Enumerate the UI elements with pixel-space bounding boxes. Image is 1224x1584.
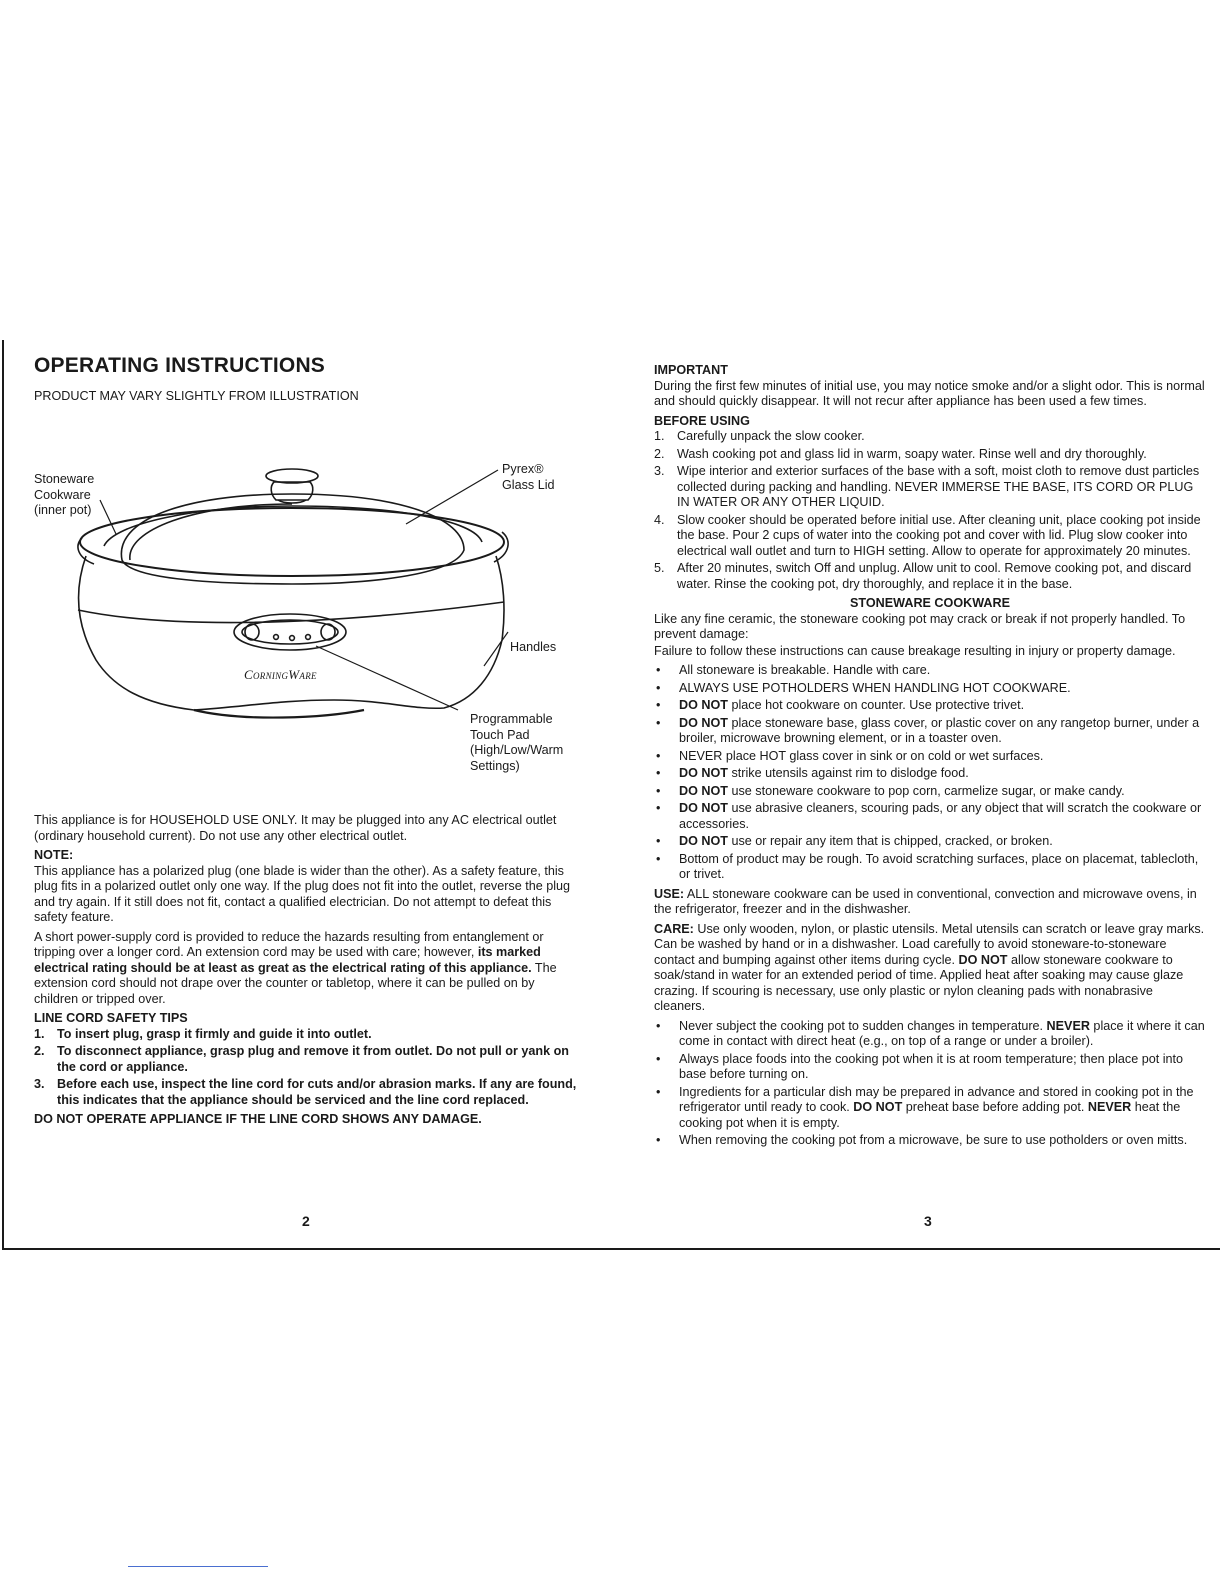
list-text: heat the cooking pot when it is empty. bbox=[679, 1100, 1181, 1130]
list-item bbox=[654, 801, 1206, 832]
stoneware-paragraph: Like any fine ceramic, the stoneware cooking pot may crack or break if not properly handled. To prevent damage: bbox=[654, 611, 1186, 641]
callout-stoneware-line: (inner pot) bbox=[34, 503, 92, 517]
household-use-paragraph: This appliance is for HOUSEHOLD USE ONLY. It may be plugged into any AC electrical outlet (ordinary household current). Do not use any other electrical outlet. bbox=[34, 813, 557, 843]
care-text: allow stoneware cookware to soak/stand in water for an extended period of time. Applied heat after soaking may cause glaze crazing. If scouring is necessary, use only plastic or nylon cleaning pads with nonabrasive cleaners. bbox=[654, 952, 1184, 1013]
care-paragraph bbox=[654, 922, 1206, 1015]
list-item bbox=[654, 698, 1206, 714]
important-heading: IMPORTANT bbox=[654, 363, 728, 377]
list-item bbox=[34, 1027, 582, 1043]
callout-touchpad-line: Settings) bbox=[470, 758, 520, 773]
list-text: After 20 minutes, switch Off and unplug. Allow unit to cool. Remove cooking pot, and discard water. Rinse the cooking pot, dry thoroughly, and replace it in the base. bbox=[677, 561, 1192, 591]
list-number: 2. bbox=[654, 446, 665, 461]
list-text: strike utensils against rim to dislodge food. bbox=[727, 766, 969, 780]
list-item: • Always place foods into the cooking pot when it is at room temperature; then place pot into base before turning on. bbox=[654, 1052, 1206, 1083]
list-text: Wipe interior and exterior surfaces of the base with a soft, moist cloth to remove dust particles collected during packing and handling. NEVER IMMERSE THE BASE, ITS CORD OR PLUG IN WATER OR ANY OTHER LIQUID. bbox=[677, 464, 1200, 509]
list-number: 4. bbox=[654, 512, 665, 527]
line-cord-tips-list bbox=[34, 1027, 582, 1109]
list-item bbox=[654, 834, 1206, 850]
list-text: place it where it can come in contact with direct heat (e.g., on top of a range or under a broiler). bbox=[679, 1018, 1205, 1048]
brand-logo: CorningWare bbox=[244, 667, 317, 682]
callout-stoneware bbox=[34, 472, 94, 519]
use-label: USE: bbox=[654, 886, 685, 901]
list-text: Carefully unpack the slow cooker. bbox=[677, 429, 865, 443]
callout-stoneware-line: Cookware bbox=[34, 487, 91, 502]
power-cord-text: The extension cord should not drape over the counter or tabletop, where it can be pulled on by children or tripped over. bbox=[34, 960, 557, 1006]
note-heading: NOTE: bbox=[34, 848, 74, 862]
list-item bbox=[654, 429, 1206, 445]
list-item: • NEVER place HOT glass cover in sink or on cold or wet surfaces. bbox=[654, 749, 1206, 765]
page-bottom-rule bbox=[4, 1248, 1220, 1250]
list-text: place stoneware base, glass cover, or plastic cover on any rangetop burner, under a broiler, microwave browning element, or in a toaster oven. bbox=[679, 715, 1200, 745]
care-bullets bbox=[654, 1019, 1206, 1149]
callout-lid-line: Pyrex® bbox=[502, 462, 544, 476]
use-text: ALL stoneware cookware can be used in conventional, convection and microwave ovens, in the refrigerator, freezer and in the dishwasher. bbox=[654, 886, 1197, 916]
list-number: 3. bbox=[654, 464, 665, 478]
use-paragraph bbox=[654, 887, 1206, 918]
page-number: 2 bbox=[302, 1213, 310, 1229]
callout-stoneware-line: Stoneware bbox=[34, 472, 95, 486]
damage-warning: DO NOT OPERATE APPLIANCE IF THE LINE CORD SHOWS ANY DAMAGE. bbox=[34, 1112, 482, 1126]
do-not-label: DO NOT bbox=[679, 715, 728, 730]
list-item bbox=[654, 513, 1206, 560]
list-number: 1. bbox=[34, 1026, 45, 1041]
never-label: NEVER bbox=[1087, 1100, 1132, 1114]
before-using-heading: BEFORE USING bbox=[654, 413, 750, 428]
page-edge-line bbox=[2, 340, 4, 1250]
page-subtitle: PRODUCT MAY VARY SLIGHTLY FROM ILLUSTRATION bbox=[34, 389, 359, 403]
list-text: Ingredients for a particular dish may be prepared in advance and stored in cooking pot in the refrigerator until ready to cook. bbox=[679, 1084, 1194, 1114]
list-item bbox=[34, 1044, 582, 1075]
do-not-label: DO NOT bbox=[679, 783, 728, 798]
do-not-label: DO NOT bbox=[679, 801, 728, 815]
list-number: 1. bbox=[654, 429, 665, 443]
list-item: • All stoneware is breakable. Handle with care. bbox=[654, 663, 1206, 679]
important-paragraph: During the first few minutes of initial use, you may notice smoke and/or a slight odor. This is normal and should quickly disappear. It will not recur after appliance has been used a few times. bbox=[654, 378, 1205, 408]
page-title: OPERATING INSTRUCTIONS bbox=[34, 354, 326, 377]
callout-handles: Handles bbox=[510, 640, 557, 654]
list-number: 2. bbox=[34, 1044, 45, 1058]
note-paragraph: This appliance has a polarized plug (one blade is wider than the other). As a safety feature, this plug fits in a polarized outlet only one way. If the plug does not fit into the outlet, reverse the plug and try again. If it still does not fit, contact a qualified electrician. Do not attempt to defeat this safety feature. bbox=[34, 863, 571, 924]
list-text: Wash cooking pot and glass lid in warm, soapy water. Rinse well and dry thoroughly. bbox=[677, 446, 1147, 461]
left-page-body bbox=[34, 813, 582, 1128]
list-text: use or repair any item that is chipped, cracked, or broken. bbox=[727, 834, 1053, 848]
callout-glass-lid bbox=[502, 462, 555, 493]
line-cord-heading: LINE CORD SAFETY TIPS bbox=[34, 1011, 188, 1025]
list-item: • When removing the cooking pot from a microwave, be sure to use potholders or oven mitts. bbox=[654, 1133, 1206, 1149]
list-text: use abrasive cleaners, scouring pads, or any object that will scratch the cookware or accessories. bbox=[679, 801, 1202, 831]
list-item bbox=[654, 561, 1206, 592]
list-item bbox=[34, 1077, 582, 1108]
slow-cooker-diagram bbox=[34, 460, 594, 780]
callout-touch-pad bbox=[470, 712, 563, 774]
care-label: CARE: bbox=[654, 921, 694, 936]
power-cord-paragraph bbox=[34, 930, 582, 1008]
list-item bbox=[654, 766, 1206, 782]
failure-paragraph: Failure to follow these instructions can cause breakage resulting in injury or property damage. bbox=[654, 643, 1176, 658]
right-page-body bbox=[654, 363, 1206, 1153]
do-not-label: DO NOT bbox=[853, 1100, 903, 1114]
stoneware-bullets bbox=[654, 663, 1206, 883]
do-not-label: DO NOT bbox=[679, 698, 728, 712]
care-text: Use only wooden, nylon, or plastic utensils. Metal utensils can scratch or leave gray marks. Can be washed by hand or in a dishwasher. Load carefully to avoid stoneware-to-stoneware contact and bumping against other items during cycle. bbox=[654, 921, 1205, 967]
list-text: preheat base before adding pot. bbox=[902, 1100, 1088, 1114]
list-item bbox=[654, 447, 1206, 463]
list-number: 3. bbox=[34, 1077, 45, 1091]
list-text: Never subject the cooking pot to sudden changes in temperature. bbox=[679, 1018, 1047, 1033]
callout-touchpad-line: Programmable bbox=[470, 712, 553, 726]
list-text: To insert plug, grasp it firmly and guide it into outlet. bbox=[57, 1026, 372, 1041]
do-not-label: DO NOT bbox=[679, 834, 728, 848]
list-item bbox=[654, 784, 1206, 800]
before-using-list bbox=[654, 429, 1206, 592]
list-item: • Bottom of product may be rough. To avoid scratching surfaces, place on placemat, tablecloth, or trivet. bbox=[654, 852, 1206, 883]
list-text: Slow cooker should be operated before initial use. After cleaning unit, place cooking pot inside the base. Pour 2 cups of water into the cooking pot and cover with lid. Plug slow cooker into electrical wall outlet and turn to HIGH setting. Allow to operate for approximately 20 minutes. bbox=[677, 512, 1201, 558]
list-text: To disconnect appliance, grasp plug and remove it from outlet. Do not pull or yank on the cord or appliance. bbox=[57, 1044, 569, 1074]
never-label: NEVER bbox=[1046, 1018, 1090, 1033]
list-item bbox=[654, 464, 1206, 511]
list-text: use stoneware cookware to pop corn, carmelize sugar, or make candy. bbox=[727, 783, 1125, 798]
list-item: • ALWAYS USE POTHOLDERS WHEN HANDLING HOT COOKWARE. bbox=[654, 681, 1206, 697]
stoneware-heading: STONEWARE COOKWARE bbox=[850, 596, 1010, 610]
list-item bbox=[654, 1019, 1206, 1050]
list-item bbox=[654, 716, 1206, 747]
callout-touchpad-line: Touch Pad bbox=[470, 727, 530, 742]
callout-touchpad-line: (High/Low/Warm bbox=[470, 743, 564, 757]
list-text: place hot cookware on counter. Use protective trivet. bbox=[727, 698, 1025, 712]
power-cord-text: A short power-supply cord is provided to reduce the hazards resulting from entanglement or tripping over a longer cord. An extension cord may be used with care; however, bbox=[34, 929, 544, 959]
list-number: 5. bbox=[654, 561, 665, 575]
callout-lid-line: Glass Lid bbox=[502, 477, 555, 492]
power-cord-emphasis: its marked electrical rating should be at least as great as the electrical rating of this appliance. bbox=[34, 945, 541, 975]
list-text: Before each use, inspect the line cord for cuts and/or abrasion marks. If any are found, this indicates that the appliance should be serviced and the line cord replaced. bbox=[57, 1077, 577, 1107]
do-not-label: DO NOT bbox=[679, 766, 728, 780]
do-not-label: DO NOT bbox=[958, 952, 1008, 967]
page-number: 3 bbox=[924, 1213, 932, 1229]
list-item bbox=[654, 1085, 1206, 1132]
link-underline bbox=[128, 1566, 268, 1567]
